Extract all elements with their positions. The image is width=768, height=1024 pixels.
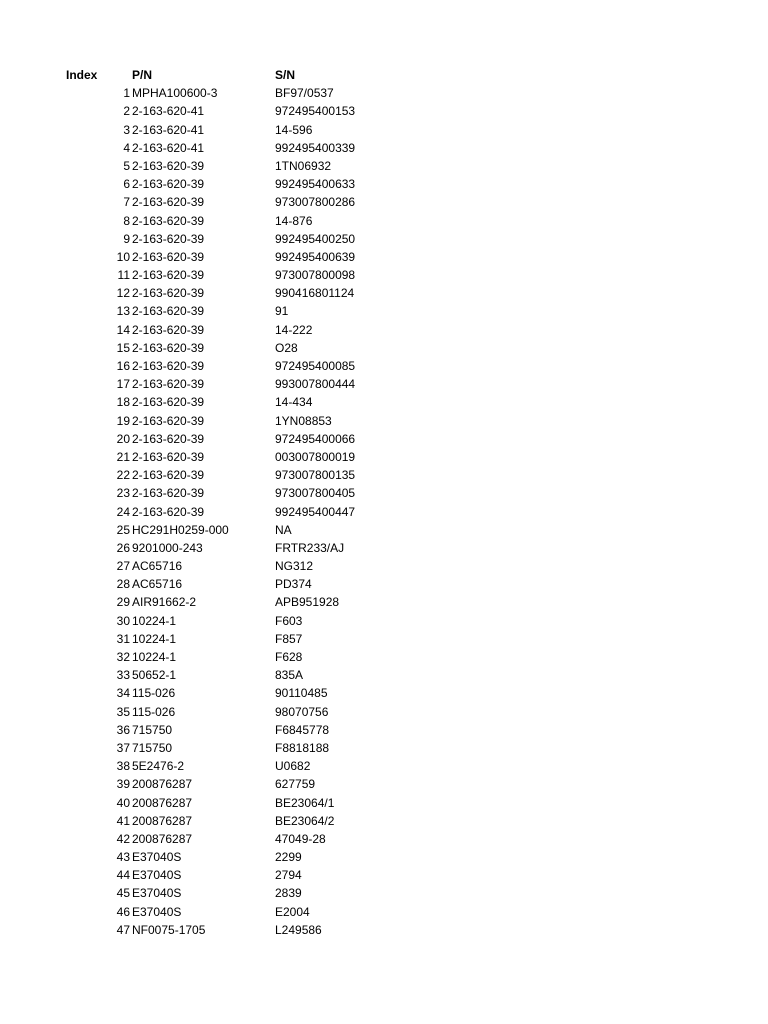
cell-pn: 2-163-620-39 bbox=[132, 286, 205, 301]
cell-sn: 14-222 bbox=[275, 322, 313, 337]
table-row bbox=[0, 466, 768, 484]
table-row bbox=[0, 557, 768, 575]
table-row bbox=[0, 139, 768, 157]
cell-index: 37 bbox=[116, 740, 130, 755]
cell-pn: 2-163-620-39 bbox=[132, 177, 205, 192]
table-row bbox=[0, 794, 768, 812]
cell-sn: E2004 bbox=[275, 904, 310, 919]
cell-pn: AC65716 bbox=[132, 559, 183, 574]
table-row bbox=[0, 593, 768, 611]
cell-pn: 2-163-620-39 bbox=[132, 377, 205, 392]
cell-pn: 2-163-620-41 bbox=[132, 104, 205, 119]
cell-sn: 972495400153 bbox=[275, 104, 356, 119]
table-row bbox=[0, 575, 768, 593]
cell-sn: 1YN08853 bbox=[275, 413, 332, 428]
cell-pn: 9201000-243 bbox=[132, 540, 203, 555]
cell-index: 35 bbox=[116, 704, 130, 719]
table-row bbox=[0, 612, 768, 630]
cell-pn: 2-163-620-39 bbox=[132, 431, 205, 446]
table-row bbox=[0, 684, 768, 702]
cell-pn: E37040S bbox=[132, 850, 182, 865]
cell-index: 31 bbox=[116, 631, 130, 646]
cell-pn: 2-163-620-41 bbox=[132, 140, 205, 155]
cell-pn: HC291H0259-000 bbox=[132, 522, 229, 537]
cell-index: 36 bbox=[116, 722, 130, 737]
cell-index: 16 bbox=[116, 359, 130, 373]
cell-pn: 115-026 bbox=[132, 686, 176, 701]
cell-pn: 2-163-620-39 bbox=[132, 268, 205, 283]
cell-index: 25 bbox=[116, 522, 130, 537]
cell-index: 42 bbox=[116, 831, 130, 846]
table-row bbox=[0, 121, 768, 139]
cell-sn: 1TN06932 bbox=[275, 158, 332, 173]
parts-table bbox=[0, 66, 768, 939]
cell-sn: 972495400066 bbox=[275, 431, 356, 446]
cell-pn: NF0075-1705 bbox=[132, 922, 206, 937]
cell-sn: 992495400633 bbox=[275, 177, 356, 192]
cell-pn: 2-163-620-39 bbox=[132, 359, 205, 373]
cell-pn: 2-163-620-41 bbox=[132, 122, 205, 137]
cell-index: 11 bbox=[117, 268, 130, 283]
table-row bbox=[0, 866, 768, 884]
cell-pn: 10224-1 bbox=[132, 650, 177, 664]
cell-pn: 2-163-620-39 bbox=[132, 486, 205, 501]
table-row bbox=[0, 539, 768, 557]
cell-index: 47 bbox=[116, 922, 130, 937]
cell-index: 46 bbox=[116, 904, 130, 919]
cell-pn: 2-163-620-39 bbox=[132, 449, 205, 464]
cell-index: 15 bbox=[116, 340, 130, 355]
cell-index: 40 bbox=[116, 795, 130, 810]
cell-sn: 973007800286 bbox=[275, 195, 356, 210]
cell-pn: 715750 bbox=[132, 722, 173, 737]
cell-sn: 992495400447 bbox=[275, 504, 356, 519]
table-row bbox=[0, 503, 768, 521]
table-row bbox=[0, 848, 768, 866]
cell-pn: 2-163-620-39 bbox=[132, 195, 205, 210]
table-row bbox=[0, 393, 768, 411]
cell-sn: NA bbox=[275, 522, 292, 537]
cell-pn: AIR91662-2 bbox=[132, 595, 197, 610]
table-row bbox=[0, 703, 768, 721]
cell-sn: APB951928 bbox=[275, 595, 340, 610]
cell-sn: 47049-28 bbox=[275, 831, 326, 846]
cell-pn: 2-163-620-39 bbox=[132, 249, 205, 264]
cell-index: 5 bbox=[123, 158, 130, 173]
cell-pn: AC65716 bbox=[132, 577, 183, 592]
table-body bbox=[0, 84, 768, 939]
cell-index: 17 bbox=[116, 377, 130, 392]
table-row bbox=[0, 284, 768, 302]
cell-sn: L249586 bbox=[275, 922, 322, 937]
cell-pn: E37040S bbox=[132, 904, 182, 919]
table-row bbox=[0, 175, 768, 193]
cell-sn: 14-434 bbox=[275, 395, 313, 410]
cell-index: 27 bbox=[116, 559, 130, 574]
cell-pn: 200876287 bbox=[132, 795, 193, 810]
table-row bbox=[0, 375, 768, 393]
cell-index: 43 bbox=[116, 850, 130, 865]
cell-sn: O28 bbox=[275, 340, 298, 355]
table-row bbox=[0, 212, 768, 230]
cell-sn: FRTR233/AJ bbox=[275, 540, 345, 555]
cell-pn: 5E2476-2 bbox=[132, 759, 185, 774]
cell-sn: F857 bbox=[275, 631, 303, 646]
table-row bbox=[0, 302, 768, 320]
cell-sn: 992495400639 bbox=[275, 249, 356, 264]
cell-index: 7 bbox=[123, 195, 130, 210]
cell-index: 34 bbox=[116, 686, 130, 701]
cell-sn: 973007800405 bbox=[275, 486, 356, 501]
cell-index: 13 bbox=[116, 304, 130, 319]
cell-index: 30 bbox=[116, 613, 130, 628]
cell-sn: 14-596 bbox=[275, 122, 313, 137]
table-row bbox=[0, 812, 768, 830]
cell-sn: 2794 bbox=[275, 868, 302, 883]
cell-pn: 2-163-620-39 bbox=[132, 504, 205, 519]
table-row bbox=[0, 339, 768, 357]
cell-index: 45 bbox=[116, 886, 130, 901]
cell-sn: 993007800444 bbox=[275, 377, 356, 392]
table-row bbox=[0, 412, 768, 430]
header-pn: P/N bbox=[132, 68, 153, 82]
cell-index: 12 bbox=[116, 286, 130, 301]
table-row bbox=[0, 630, 768, 648]
table-row bbox=[0, 775, 768, 793]
cell-index: 19 bbox=[116, 413, 130, 428]
cell-index: 4 bbox=[123, 140, 130, 155]
cell-sn: 990416801124 bbox=[275, 286, 355, 301]
cell-pn: E37040S bbox=[132, 868, 182, 883]
cell-sn: 2839 bbox=[275, 886, 302, 901]
cell-index: 10 bbox=[116, 249, 130, 264]
cell-index: 1 bbox=[123, 86, 130, 101]
cell-pn: 715750 bbox=[132, 740, 173, 755]
table-row bbox=[0, 193, 768, 211]
cell-index: 6 bbox=[123, 177, 130, 192]
cell-pn: 2-163-620-39 bbox=[132, 340, 205, 355]
cell-sn: 98070756 bbox=[275, 704, 329, 719]
table-row bbox=[0, 248, 768, 266]
cell-pn: 50652-1 bbox=[132, 668, 177, 683]
table-row bbox=[0, 357, 768, 375]
cell-index: 33 bbox=[116, 668, 130, 683]
table-row bbox=[0, 757, 768, 775]
cell-index: 21 bbox=[116, 449, 130, 464]
cell-pn: E37040S bbox=[132, 886, 182, 901]
cell-index: 23 bbox=[116, 486, 130, 501]
cell-index: 2 bbox=[123, 104, 130, 119]
cell-pn: 2-163-620-39 bbox=[132, 231, 205, 246]
table-row bbox=[0, 266, 768, 284]
cell-sn: 992495400250 bbox=[275, 231, 356, 246]
cell-index: 38 bbox=[116, 759, 130, 774]
cell-sn: PD374 bbox=[275, 577, 312, 592]
table-row bbox=[0, 921, 768, 939]
cell-index: 41 bbox=[116, 813, 130, 828]
cell-pn: 2-163-620-39 bbox=[132, 158, 205, 173]
table-row bbox=[0, 521, 768, 539]
cell-sn: F8818188 bbox=[275, 740, 330, 755]
cell-index: 18 bbox=[116, 395, 130, 410]
cell-sn: 003007800019 bbox=[275, 449, 356, 464]
header-sn: S/N bbox=[275, 68, 296, 82]
cell-index: 39 bbox=[116, 777, 130, 792]
cell-pn: 10224-1 bbox=[132, 631, 177, 646]
cell-pn: 2-163-620-39 bbox=[132, 468, 205, 483]
header-index: Index bbox=[66, 68, 98, 82]
cell-index: 8 bbox=[123, 213, 130, 228]
cell-sn: 973007800135 bbox=[275, 468, 356, 483]
cell-index: 28 bbox=[116, 577, 130, 592]
cell-sn: 835A bbox=[275, 668, 304, 683]
cell-index: 32 bbox=[116, 650, 130, 664]
cell-index: 20 bbox=[116, 431, 130, 446]
cell-sn: F6845778 bbox=[275, 722, 330, 737]
cell-sn: 973007800098 bbox=[275, 268, 356, 283]
cell-sn: 627759 bbox=[275, 777, 316, 792]
cell-sn: NG312 bbox=[275, 559, 314, 574]
cell-index: 9 bbox=[123, 231, 130, 246]
cell-pn: 2-163-620-39 bbox=[132, 322, 205, 337]
table-row bbox=[0, 102, 768, 120]
table-row bbox=[0, 321, 768, 339]
table-row bbox=[0, 484, 768, 502]
cell-index: 29 bbox=[116, 595, 130, 610]
cell-sn: BE23064/1 bbox=[275, 795, 335, 810]
cell-pn: 2-163-620-39 bbox=[132, 213, 205, 228]
cell-sn: U0682 bbox=[275, 759, 311, 774]
cell-pn: 2-163-620-39 bbox=[132, 304, 205, 319]
table-row bbox=[0, 157, 768, 175]
cell-index: 24 bbox=[116, 504, 130, 519]
table-row bbox=[0, 84, 768, 102]
cell-sn: F628 bbox=[275, 650, 303, 664]
cell-pn: 200876287 bbox=[132, 831, 193, 846]
cell-pn: 115-026 bbox=[132, 704, 176, 719]
cell-sn: 14-876 bbox=[275, 213, 313, 228]
cell-pn: 200876287 bbox=[132, 777, 193, 792]
table-row bbox=[0, 666, 768, 684]
cell-index: 22 bbox=[116, 468, 130, 483]
cell-pn: 10224-1 bbox=[132, 613, 177, 628]
table-row bbox=[0, 230, 768, 248]
cell-sn: 2299 bbox=[275, 850, 302, 865]
cell-index: 44 bbox=[116, 868, 130, 883]
cell-sn: F603 bbox=[275, 613, 303, 628]
cell-pn: 2-163-620-39 bbox=[132, 413, 205, 428]
cell-sn: 90110485 bbox=[275, 686, 328, 701]
table-header-row bbox=[0, 66, 768, 84]
cell-sn: 992495400339 bbox=[275, 140, 356, 155]
cell-sn: 972495400085 bbox=[275, 359, 356, 373]
table-row bbox=[0, 903, 768, 921]
table-row bbox=[0, 721, 768, 739]
table-row bbox=[0, 739, 768, 757]
cell-sn: 91 bbox=[275, 304, 289, 319]
table-row bbox=[0, 830, 768, 848]
cell-index: 3 bbox=[123, 122, 130, 137]
cell-pn: 2-163-620-39 bbox=[132, 395, 205, 410]
cell-sn: BE23064/2 bbox=[275, 813, 335, 828]
cell-sn: BF97/0537 bbox=[275, 86, 334, 101]
cell-index: 14 bbox=[116, 322, 130, 337]
table-row bbox=[0, 648, 768, 666]
cell-pn: MPHA100600-3 bbox=[132, 86, 218, 101]
table-row bbox=[0, 448, 768, 466]
cell-index: 26 bbox=[116, 540, 130, 555]
table-row bbox=[0, 884, 768, 902]
cell-pn: 200876287 bbox=[132, 813, 193, 828]
table-row bbox=[0, 430, 768, 448]
